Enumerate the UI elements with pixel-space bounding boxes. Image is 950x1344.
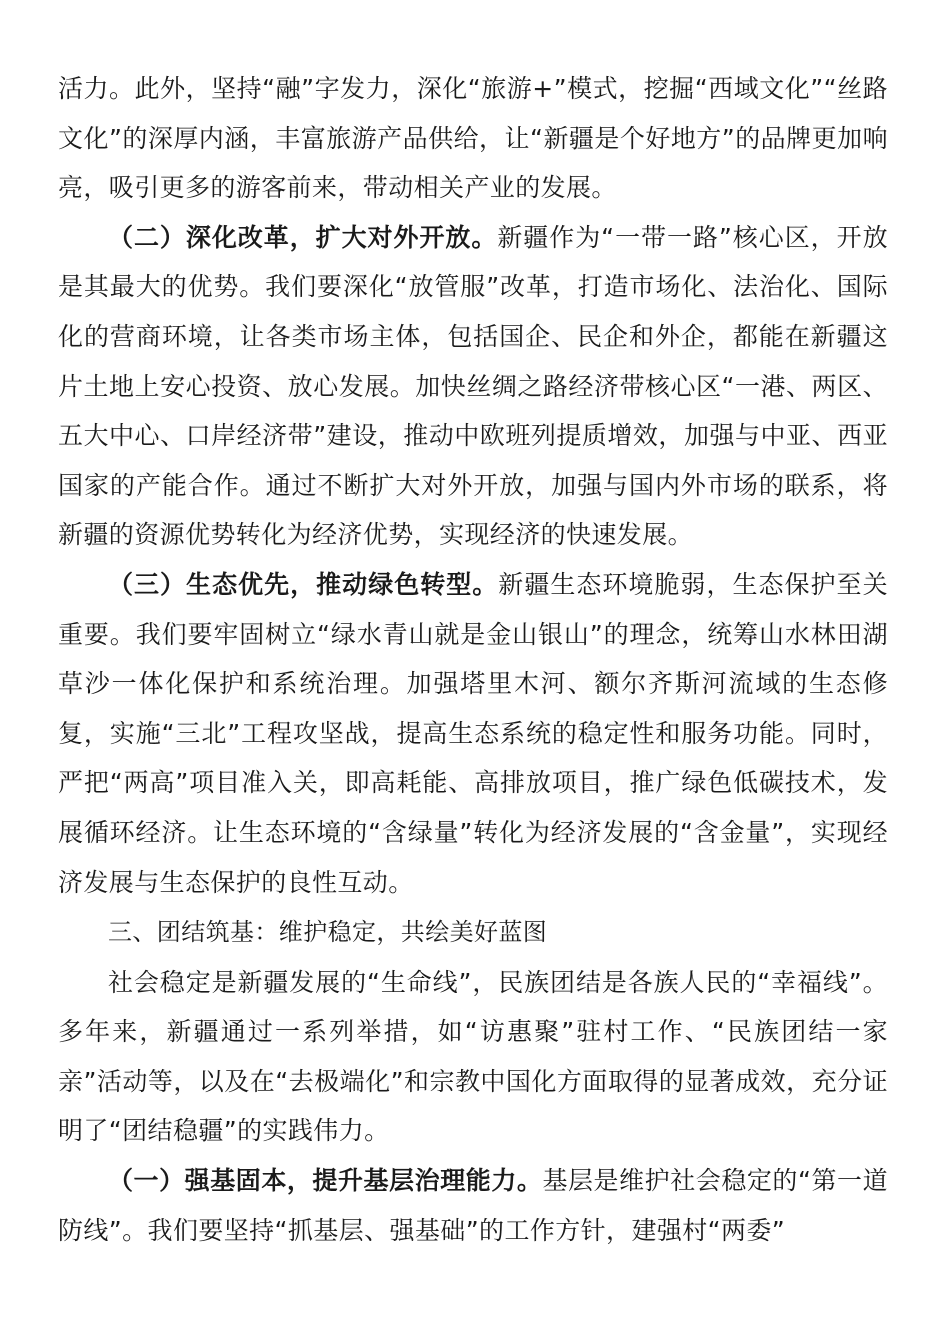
paragraph-text: 新疆生态环境脆弱，生态保护至关重要。我们要牢固树立“绿水青山就是金山银山”的理念，统筹山水林田湖草沙一体化保护和系统治理。加强塔里木河、额尔齐斯河流域的生态修复，实施“三北”工程攻坚战，提高生态系统的稳定性和服务功能。同时，严把“两高”项目准入关，即高耗能、高排放项目，推广绿色低碳技术，发展循环经济。让生态环境的“含绿量”转化为经济发展的“含金量”，实现经济发展与生态保护的良性互动。 (58, 569, 888, 897)
paragraph-text: 新疆作为“一带一路”核心区，开放是其最大的优势。我们要深化“放管服”改革，打造市场化、法治化、国际化的营商环境，让各类市场主体，包括国企、民企和外企，都能在新疆这片土地上安心投资、放心发展。加快丝绸之路经济带核心区“一港、两区、五大中心、口岸经济带”建设，推动中欧班列提质增效，加强与中亚、西亚国家的产能合作。通过不断扩大对外开放，加强与国内外市场的联系，将新疆的资源优势转化为经济优势，实现经济的快速发展。 (58, 222, 888, 550)
paragraph-text: 活力。此外，坚持“融”字发力，深化“旅游+”模式，挖掘“西域文化”“丝路文化”的深厚内涵，丰富旅游产品供给，让“新疆是个好地方”的品牌更加响亮，吸引更多的游客前来，带动相关产业的发展。 (58, 74, 888, 203)
paragraph-tourism-continued (58, 64, 888, 213)
paragraph-stability-unity (58, 958, 888, 1156)
paragraph-heading: （一）强基固本，提升基层治理能力。 (108, 1166, 543, 1196)
paragraph-text: 社会稳定是新疆发展的“生命线”，民族团结是各族人民的“幸福线”。多年来，新疆通过一系列举措，如“访惠聚”驻村工作、“民族团结一家亲”活动等，以及在“去极端化”和宗教中国化方面取得的显著成效，充分证明了“团结稳疆”的实践伟力。 (58, 967, 888, 1146)
paragraph-heading: （二）深化改革，扩大对外开放。 (108, 222, 498, 252)
paragraph-text: 基层是维护社会稳定的“第一道防线”。我们要坚持“抓基层、强基础”的工作方针，建强村“两委” (58, 1166, 888, 1245)
paragraph-reform-opening (58, 213, 888, 560)
section-title-text: 三、团结筑基：维护稳定，共绘美好蓝图 (108, 918, 548, 947)
paragraph-ecology-green (58, 560, 888, 907)
document-body (58, 64, 888, 1255)
paragraph-heading: （三）生态优先，推动绿色转型。 (108, 569, 499, 599)
section-title-unity (58, 907, 888, 958)
paragraph-grassroots-governance (58, 1156, 888, 1255)
